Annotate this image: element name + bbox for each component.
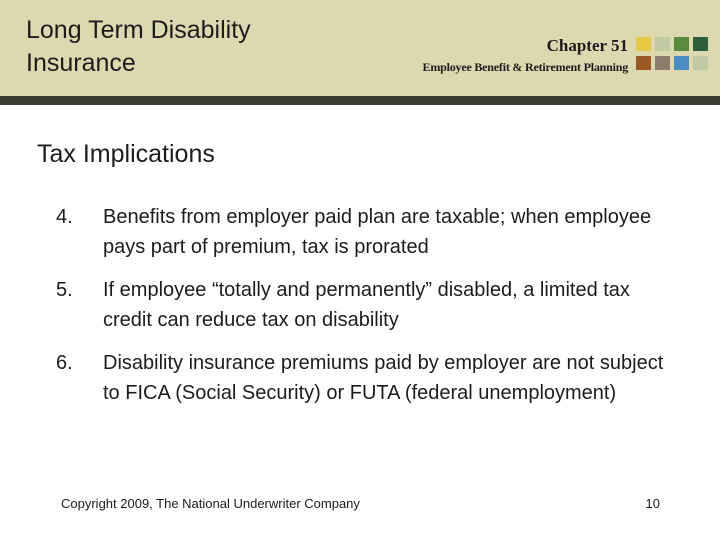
slide-header bbox=[0, 0, 720, 96]
decorative-square bbox=[636, 56, 651, 70]
list-item-text: If employee “totally and permanently” disabled, a limited tax credit can reduce tax on disability bbox=[103, 279, 630, 331]
book-subtitle: Employee Benefit & Retirement Planning bbox=[422, 60, 628, 74]
list-item bbox=[56, 348, 666, 408]
decorative-square bbox=[655, 56, 670, 70]
decorative-square bbox=[693, 37, 708, 51]
list-item bbox=[56, 202, 666, 275]
list-item-number: 6. bbox=[56, 352, 73, 374]
section-title: Tax Implications bbox=[37, 140, 215, 168]
slide-title-line-1: Long Term Disability bbox=[26, 16, 251, 44]
decorative-square bbox=[693, 56, 708, 70]
decorative-square bbox=[655, 37, 670, 51]
page-number: 10 bbox=[645, 496, 660, 511]
list-item-text: Benefits from employer paid plan are taxable; when employee pays part of premium, tax is prorated bbox=[103, 206, 652, 258]
list-item-text: Disability insurance premiums paid by employer are not subject to FICA (Social Security) or FUTA (federal unemployment) bbox=[103, 352, 664, 404]
list-item bbox=[56, 275, 666, 348]
copyright-text: Copyright 2009, The National Underwriter Company bbox=[61, 496, 360, 511]
header-divider-bar bbox=[0, 96, 720, 105]
chapter-label: Chapter 51 bbox=[546, 36, 628, 55]
decorative-square bbox=[674, 56, 689, 70]
decorative-square bbox=[674, 37, 689, 51]
decorative-square bbox=[636, 37, 651, 51]
numbered-list bbox=[56, 202, 666, 408]
slide-title bbox=[26, 14, 251, 80]
list-item-number: 5. bbox=[56, 279, 73, 301]
decorative-squares bbox=[636, 37, 708, 71]
slide-title-line-2: Insurance bbox=[26, 49, 136, 77]
list-item-number: 4. bbox=[56, 206, 73, 228]
